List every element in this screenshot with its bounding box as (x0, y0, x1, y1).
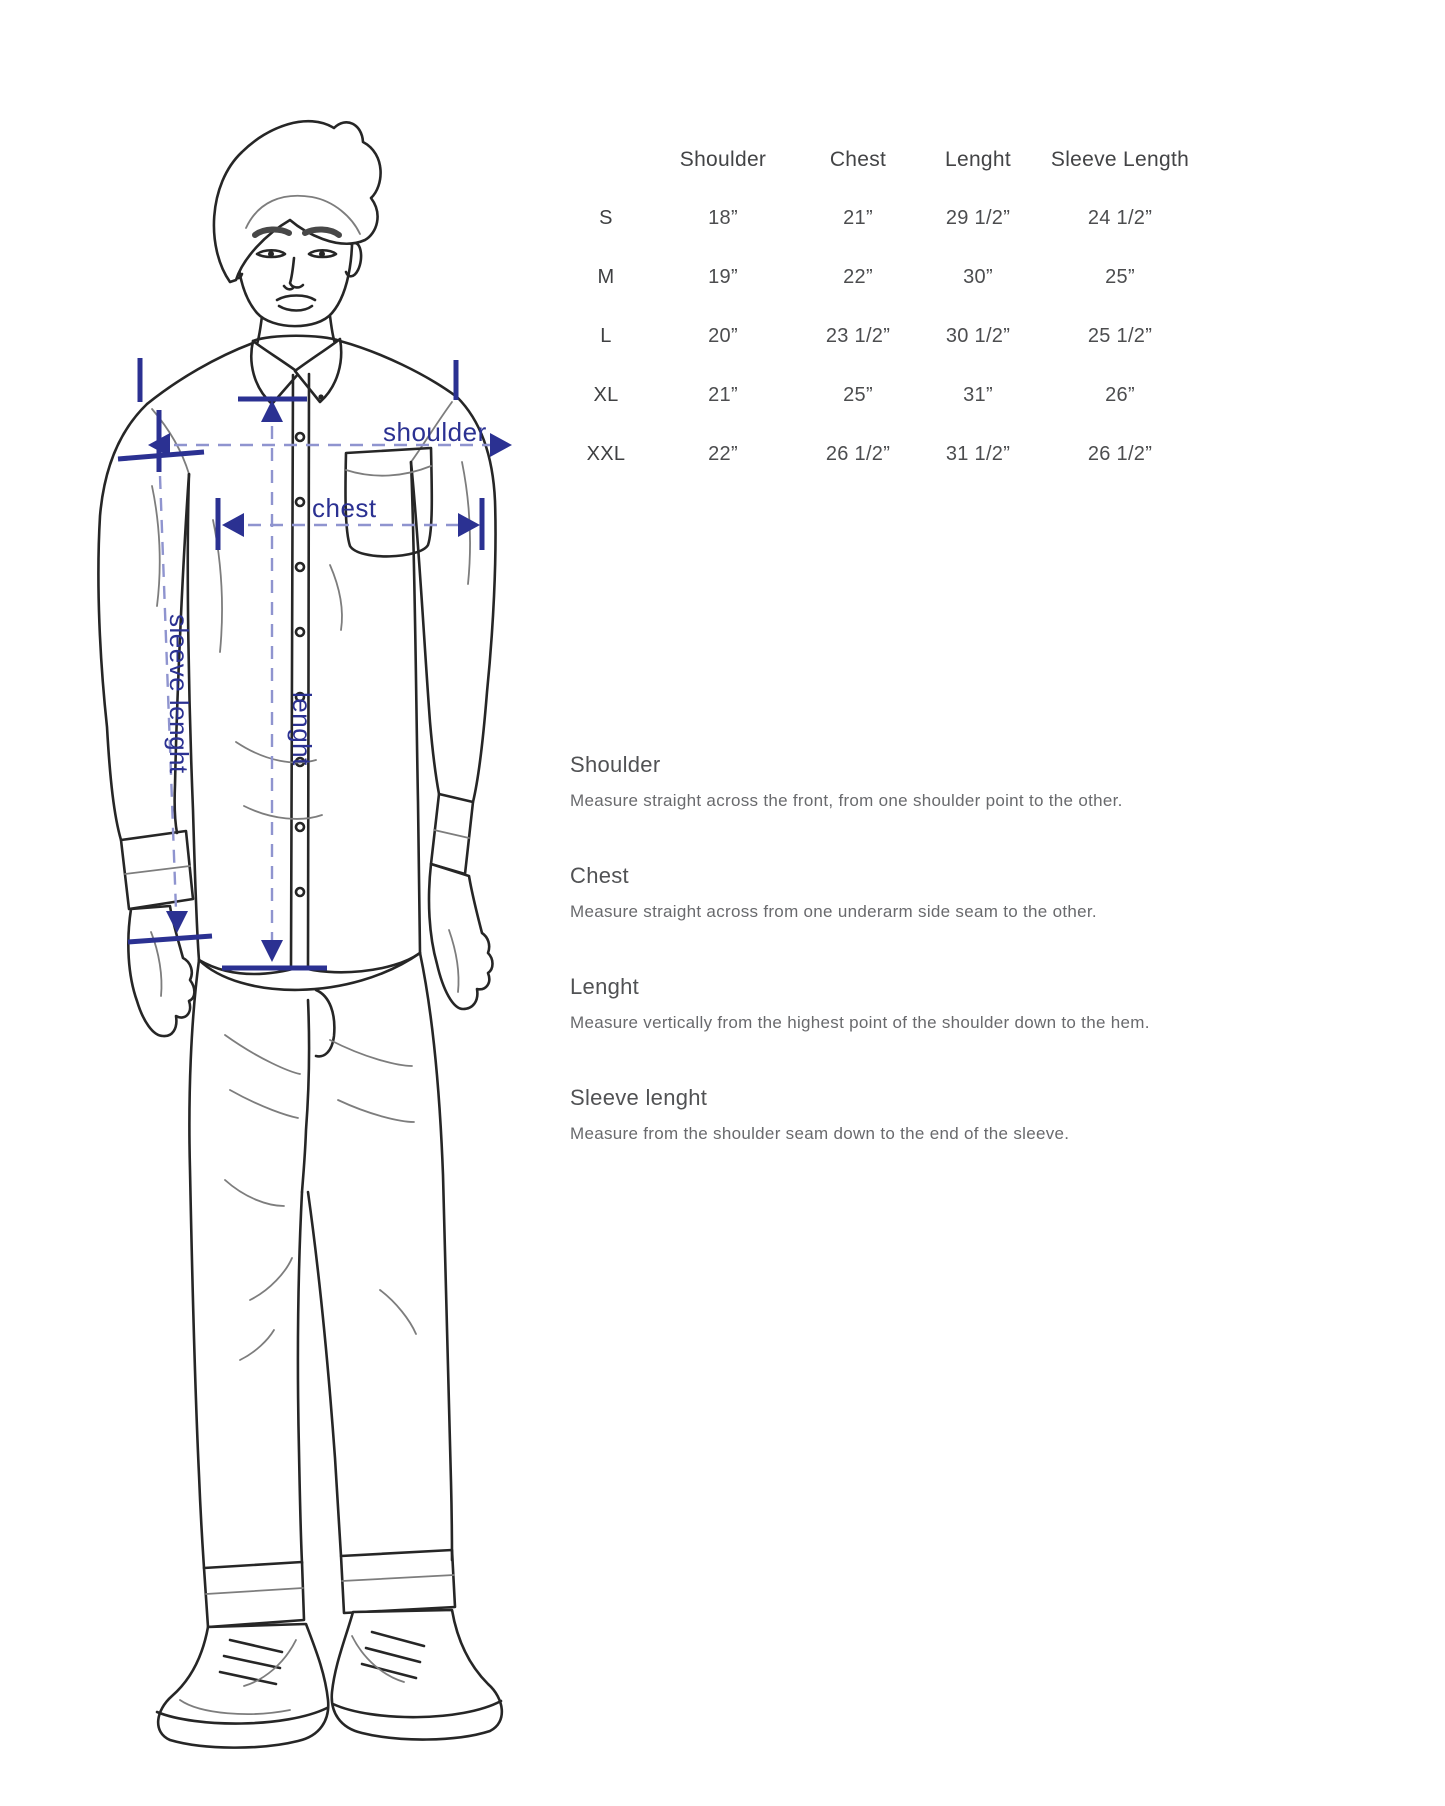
desc-length (570, 974, 1218, 1033)
measurement-descriptions (570, 752, 1218, 1196)
desc-sleeve-length (570, 1085, 1218, 1144)
length-arrow-up (261, 400, 283, 422)
value-m-shoulder: 19” (708, 266, 738, 288)
value-xxl-length: 31 1/2” (945, 443, 1011, 465)
desc-chest (570, 863, 1218, 922)
length-arrow-down (261, 940, 283, 962)
size-label-l: L (600, 325, 612, 347)
value-l-shoulder: 20” (708, 325, 738, 347)
desc-sleeve-length-text: Measure from the shoulder seam down to the end of the sleeve. (570, 1124, 1070, 1143)
shoulder-arrow-right (490, 433, 512, 457)
desc-shoulder-heading: Shoulder (570, 752, 661, 777)
value-s-sleeve: 24 1/2” (1087, 207, 1153, 229)
chest-arrow-left (222, 513, 244, 537)
size-label-xl: XL (593, 384, 619, 406)
desc-chest-text: Measure straight across from one underarm side seam to the other. (570, 902, 1097, 921)
value-l-length: 30 1/2” (945, 325, 1011, 347)
value-m-chest: 22” (843, 266, 873, 288)
desc-chest-heading: Chest (570, 863, 629, 888)
value-m-sleeve: 25” (1105, 266, 1135, 288)
value-xxl-shoulder: 22” (708, 443, 738, 465)
desc-length-text: Measure vertically from the highest point of the shoulder down to the hem. (570, 1013, 1150, 1032)
desc-shoulder-text: Measure straight across the front, from one shoulder point to the other. (570, 791, 1123, 810)
value-s-length: 29 1/2” (945, 207, 1011, 229)
size-label-m: M (597, 266, 615, 288)
sleeve-length-measure-label: sleeve lenght (164, 614, 194, 774)
desc-sleeve-length-heading: Sleeve lenght (570, 1085, 708, 1110)
man-line-drawing (98, 121, 501, 1747)
size-label-s: S (599, 207, 613, 229)
col-header-shoulder: Shoulder (679, 147, 767, 171)
shirt-measurement-illustration (0, 0, 540, 1806)
value-xxl-chest: 26 1/2” (825, 443, 891, 465)
desc-length-heading: Lenght (570, 974, 640, 999)
col-header-chest: Chest (829, 147, 887, 171)
col-header-sleeve-length: Sleeve Length (1050, 147, 1190, 171)
desc-shoulder (570, 752, 1218, 811)
value-l-sleeve: 25 1/2” (1087, 325, 1153, 347)
value-xl-length: 31” (963, 384, 993, 406)
value-xl-shoulder: 21” (708, 384, 738, 406)
size-label-xxl: XXL (586, 443, 626, 465)
chest-measure-label: chest (312, 493, 377, 523)
value-xl-chest: 25” (843, 384, 873, 406)
col-header-length: Lenght (944, 147, 1012, 171)
value-m-length: 30” (963, 266, 993, 288)
shoulder-measure-label: shoulder (383, 417, 487, 447)
value-s-chest: 21” (843, 207, 873, 229)
value-xl-sleeve: 26” (1105, 384, 1135, 406)
value-l-chest: 23 1/2” (825, 325, 891, 347)
length-measure-label: lenght (287, 692, 317, 766)
value-s-shoulder: 18” (708, 207, 738, 229)
value-xxl-sleeve: 26 1/2” (1087, 443, 1153, 465)
size-chart-table (568, 130, 1198, 484)
